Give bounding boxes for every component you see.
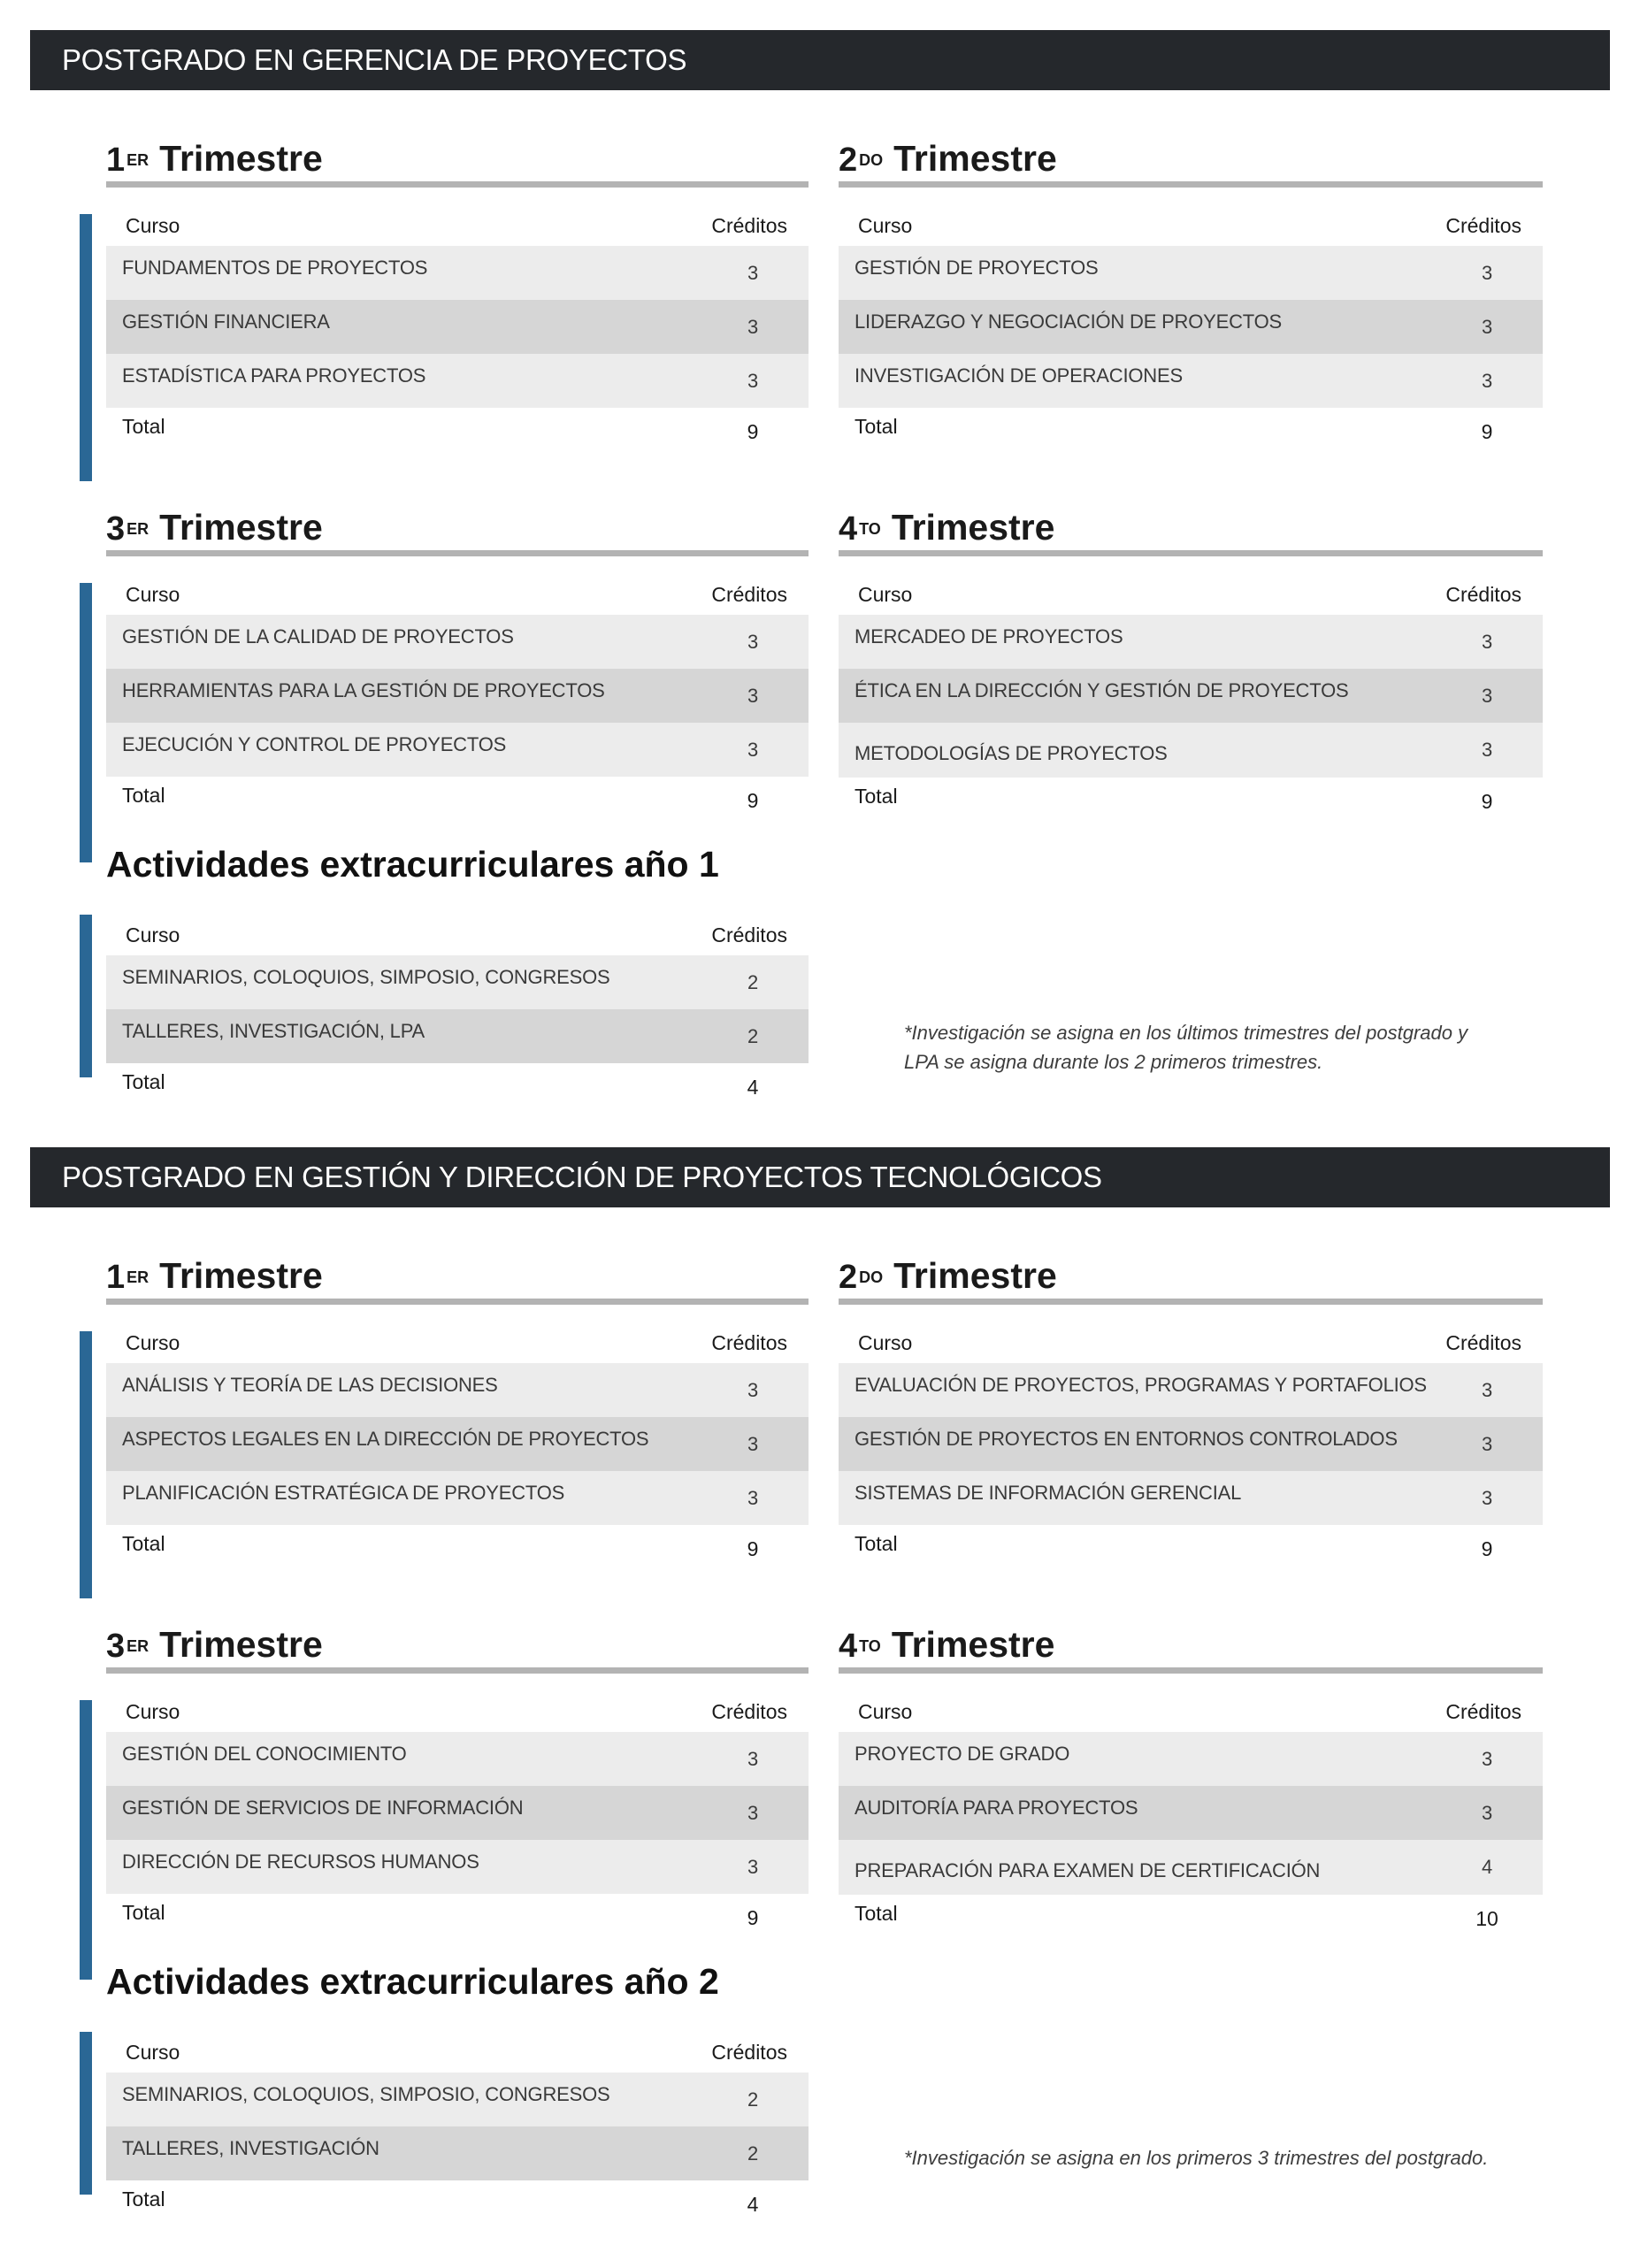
column-header-credits: Créditos (1445, 1331, 1521, 1354)
trimester-block (839, 126, 1543, 457)
total-label: Total (854, 415, 898, 438)
trimester-block (106, 1612, 809, 1943)
table-row (839, 1363, 1543, 1417)
column-header-course: Curso (126, 1331, 180, 1354)
course-credits: 4 (1481, 1856, 1493, 1878)
course-name: PROYECTO DE GRADO (854, 1743, 1070, 1765)
course-name: EVALUACIÓN DE PROYECTOS, PROGRAMAS Y PORTAFOLIOS (854, 1374, 1427, 1396)
course-credits: 3 (1481, 1487, 1493, 1509)
extra-activities-title: Actividades extracurriculares año 2 (106, 1961, 719, 2002)
total-row (106, 1525, 809, 1575)
trimester-block (839, 1243, 1543, 1575)
trimester-digit: 1 (106, 142, 126, 179)
trimester-title (839, 1243, 1543, 1305)
footnote (904, 1018, 1468, 1077)
course-credits: 3 (1481, 262, 1493, 284)
program-banner: POSTGRADO EN GERENCIA DE PROYECTOS (30, 30, 1610, 90)
trimester-title (106, 1243, 809, 1305)
course-name: PLANIFICACIÓN ESTRATÉGICA DE PROYECTOS (122, 1482, 565, 1504)
column-header-credits: Créditos (711, 1331, 787, 1354)
total-label: Total (854, 1532, 898, 1555)
course-table (839, 1322, 1543, 1575)
column-header-course: Curso (858, 214, 913, 237)
column-header-course: Curso (126, 583, 180, 606)
column-header-course: Curso (858, 1700, 913, 1723)
trimester-title (839, 126, 1543, 188)
table-header (106, 2032, 809, 2073)
course-table (839, 574, 1543, 827)
trimester-digit: 1 (106, 1259, 126, 1296)
table-header (839, 1322, 1543, 1363)
course-name: DIRECCIÓN DE RECURSOS HUMANOS (122, 1850, 479, 1873)
course-name: SEMINARIOS, COLOQUIOS, SIMPOSIO, CONGRESOS (122, 2083, 610, 2105)
column-header-credits: Créditos (711, 214, 787, 237)
course-name: TALLERES, INVESTIGACIÓN (122, 2137, 379, 2159)
trimester-word: Trimestre (159, 138, 323, 179)
course-credits: 2 (747, 2088, 759, 2111)
course-credits: 3 (1481, 1379, 1493, 1401)
course-name: METODOLOGÍAS DE PROYECTOS (854, 742, 1168, 764)
trimester-ordinal: DO (859, 1268, 884, 1286)
table-header (106, 1322, 809, 1363)
total-credits: 9 (747, 1906, 759, 1929)
table-row (106, 955, 809, 1009)
course-table (106, 915, 809, 1113)
course-name: ESTADÍSTICA PARA PROYECTOS (122, 364, 426, 387)
trimester-ordinal: DO (859, 151, 884, 169)
total-credits: 10 (1475, 1907, 1498, 1930)
table-row (106, 1786, 809, 1840)
course-table (106, 1322, 809, 1575)
total-label: Total (122, 784, 165, 807)
trimester-digit: 4 (839, 510, 858, 548)
table-row (839, 615, 1543, 669)
trimester-title (106, 494, 809, 556)
total-label: Total (854, 785, 898, 808)
trimester-number (839, 1624, 1054, 1666)
trimester-digit: 3 (106, 510, 126, 548)
extra-activities-block (106, 897, 809, 1113)
course-name: ÉTICA EN LA DIRECCIÓN Y GESTIÓN DE PROYECTOS (854, 679, 1349, 701)
course-credits: 3 (747, 685, 759, 707)
total-row (106, 408, 809, 457)
trimester-block (106, 494, 809, 826)
trimester-number (839, 138, 1057, 180)
course-credits: 2 (747, 971, 759, 993)
column-header-course: Curso (126, 1700, 180, 1723)
course-name: INVESTIGACIÓN DE OPERACIONES (854, 364, 1183, 387)
course-credits: 3 (747, 1748, 759, 1770)
course-credits: 3 (747, 631, 759, 653)
total-label: Total (122, 1532, 165, 1555)
table-row (839, 669, 1543, 723)
course-credits: 3 (747, 1856, 759, 1878)
total-credits: 9 (747, 1537, 759, 1560)
course-table (839, 205, 1543, 457)
trimester-block (839, 1612, 1543, 1944)
accent-bar (80, 214, 92, 481)
trimester-block (106, 1243, 809, 1575)
table-row (106, 723, 809, 777)
table-row (839, 354, 1543, 408)
extra-activities-title: Actividades extracurriculares año 1 (106, 844, 719, 885)
course-name: SEMINARIOS, COLOQUIOS, SIMPOSIO, CONGRESOS (122, 966, 610, 988)
course-name: GESTIÓN DE PROYECTOS (854, 257, 1099, 279)
total-row (839, 778, 1543, 827)
table-row (106, 1417, 809, 1471)
total-row (839, 1895, 1543, 1944)
column-header-course: Curso (126, 214, 180, 237)
course-name: ASPECTOS LEGALES EN LA DIRECCIÓN DE PROYECTOS (122, 1428, 649, 1450)
column-header-credits: Créditos (711, 1700, 787, 1723)
total-credits: 9 (1481, 790, 1493, 813)
footnote-line-1: *Investigación se asigna en los primeros 3 trimestres del postgrado. (904, 2147, 1489, 2169)
course-table (839, 1691, 1543, 1944)
course-name: GESTIÓN DE PROYECTOS EN ENTORNOS CONTROLADOS (854, 1428, 1398, 1450)
trimester-block (106, 126, 809, 457)
course-table (106, 2032, 809, 2230)
course-credits: 3 (747, 1379, 759, 1401)
column-header-credits: Créditos (711, 2041, 787, 2064)
footnote-line-1: *Investigación se asigna en los últimos trimestres del postgrado y (904, 1022, 1468, 1044)
footnote-line-2: LPA se asigna durante los 2 primeros trimestres. (904, 1051, 1323, 1073)
course-credits: 3 (1481, 739, 1493, 761)
total-row (106, 2180, 809, 2230)
course-credits: 3 (747, 316, 759, 338)
table-row (839, 246, 1543, 300)
course-name: SISTEMAS DE INFORMACIÓN GERENCIAL (854, 1482, 1242, 1504)
trimester-digit: 3 (106, 1628, 126, 1665)
column-header-course: Curso (126, 923, 180, 946)
trimester-digit: 2 (839, 142, 858, 179)
trimester-word: Trimestre (891, 1624, 1055, 1665)
table-header (839, 205, 1543, 246)
course-name: GESTIÓN DEL CONOCIMIENTO (122, 1743, 407, 1765)
total-row (106, 1894, 809, 1943)
column-header-credits: Créditos (711, 583, 787, 606)
course-table (106, 1691, 809, 1943)
accent-bar (80, 583, 92, 862)
table-row (106, 1363, 809, 1417)
column-header-credits: Créditos (1445, 1700, 1521, 1723)
course-credits: 3 (747, 1487, 759, 1509)
table-row (106, 669, 809, 723)
table-header (839, 574, 1543, 615)
course-credits: 3 (1481, 1802, 1493, 1824)
trimester-ordinal: TO (859, 520, 881, 538)
course-credits: 3 (1481, 1433, 1493, 1455)
trimester-number (106, 507, 323, 548)
total-row (106, 1063, 809, 1113)
table-header (106, 205, 809, 246)
total-label: Total (122, 415, 165, 438)
total-row (106, 777, 809, 826)
course-name: GESTIÓN DE LA CALIDAD DE PROYECTOS (122, 625, 514, 647)
total-credits: 9 (1481, 420, 1493, 443)
trimester-word: Trimestre (893, 1255, 1057, 1296)
course-name: ANÁLISIS Y TEORÍA DE LAS DECISIONES (122, 1374, 498, 1396)
course-credits: 3 (1481, 1748, 1493, 1770)
extra-activities-block (106, 2014, 809, 2230)
table-row (106, 300, 809, 354)
course-name: PREPARACIÓN PARA EXAMEN DE CERTIFICACIÓN (854, 1859, 1321, 1881)
trimester-ordinal: ER (126, 520, 149, 538)
table-row (839, 723, 1543, 778)
table-row (839, 1732, 1543, 1786)
course-name: FUNDAMENTOS DE PROYECTOS (122, 257, 428, 279)
accent-bar (80, 2032, 92, 2195)
course-name: GESTIÓN DE SERVICIOS DE INFORMACIÓN (122, 1797, 524, 1819)
column-header-course: Curso (858, 583, 913, 606)
table-row (106, 1471, 809, 1525)
column-header-credits: Créditos (711, 923, 787, 946)
table-row (106, 1840, 809, 1894)
trimester-word: Trimestre (159, 1255, 323, 1296)
trimester-ordinal: ER (126, 1268, 149, 1286)
course-name: TALLERES, INVESTIGACIÓN, LPA (122, 1020, 425, 1042)
total-credits: 4 (747, 2193, 759, 2216)
table-row (106, 1732, 809, 1786)
table-row (106, 246, 809, 300)
table-header (106, 1691, 809, 1732)
total-label: Total (122, 1070, 165, 1093)
total-credits: 9 (747, 789, 759, 812)
course-credits: 3 (747, 370, 759, 392)
course-credits: 3 (1481, 370, 1493, 392)
column-header-credits: Créditos (1445, 583, 1521, 606)
total-credits: 9 (1481, 1537, 1493, 1560)
table-row (106, 615, 809, 669)
trimester-title (106, 126, 809, 188)
course-name: HERRAMIENTAS PARA LA GESTIÓN DE PROYECTOS (122, 679, 605, 701)
course-credits: 3 (1481, 631, 1493, 653)
total-label: Total (854, 1902, 898, 1925)
table-row (839, 1786, 1543, 1840)
table-row (106, 2126, 809, 2180)
trimester-title (839, 494, 1543, 556)
table-row (106, 1009, 809, 1063)
table-header (106, 574, 809, 615)
footnote (904, 2143, 1488, 2172)
trimester-number (839, 1255, 1057, 1297)
total-credits: 4 (747, 1076, 759, 1099)
table-row (839, 1471, 1543, 1525)
course-credits: 2 (747, 1025, 759, 1047)
accent-bar (80, 1700, 92, 1980)
course-credits: 3 (1481, 316, 1493, 338)
accent-bar (80, 915, 92, 1077)
trimester-ordinal: ER (126, 151, 149, 169)
course-name: LIDERAZGO Y NEGOCIACIÓN DE PROYECTOS (854, 310, 1283, 333)
course-credits: 3 (747, 262, 759, 284)
trimester-title (106, 1612, 809, 1674)
trimester-number (839, 507, 1054, 548)
course-credits: 3 (747, 1433, 759, 1455)
course-name: AUDITORÍA PARA PROYECTOS (854, 1797, 1138, 1819)
table-row (106, 2073, 809, 2126)
trimester-ordinal: ER (126, 1637, 149, 1655)
course-name: EJECUCIÓN Y CONTROL DE PROYECTOS (122, 733, 507, 755)
table-row (839, 1840, 1543, 1895)
total-credits: 9 (747, 420, 759, 443)
table-row (839, 300, 1543, 354)
total-label: Total (122, 2188, 165, 2211)
trimester-title (839, 1612, 1543, 1674)
column-header-credits: Créditos (1445, 214, 1521, 237)
trimester-word: Trimestre (893, 138, 1057, 179)
trimester-word: Trimestre (159, 507, 323, 548)
table-row (106, 354, 809, 408)
trimester-word: Trimestre (159, 1624, 323, 1665)
table-row (839, 1417, 1543, 1471)
course-name: MERCADEO DE PROYECTOS (854, 625, 1123, 647)
trimester-ordinal: TO (859, 1637, 881, 1655)
total-row (839, 1525, 1543, 1575)
table-header (839, 1691, 1543, 1732)
trimester-digit: 2 (839, 1259, 858, 1296)
course-table (106, 205, 809, 457)
trimester-number (106, 138, 323, 180)
table-header (106, 915, 809, 955)
course-credits: 3 (1481, 685, 1493, 707)
accent-bar (80, 1331, 92, 1598)
trimester-block (839, 494, 1543, 827)
course-credits: 3 (747, 1802, 759, 1824)
trimester-number (106, 1255, 323, 1297)
course-credits: 3 (747, 739, 759, 761)
column-header-course: Curso (126, 2041, 180, 2064)
course-table (106, 574, 809, 826)
total-label: Total (122, 1901, 165, 1924)
course-credits: 2 (747, 2142, 759, 2165)
course-name: GESTIÓN FINANCIERA (122, 310, 330, 333)
trimester-digit: 4 (839, 1628, 858, 1665)
program-banner: POSTGRADO EN GESTIÓN Y DIRECCIÓN DE PROYECTOS TECNOLÓGICOS (30, 1147, 1610, 1207)
total-row (839, 408, 1543, 457)
trimester-number (106, 1624, 323, 1666)
trimester-word: Trimestre (891, 507, 1055, 548)
column-header-course: Curso (858, 1331, 913, 1354)
